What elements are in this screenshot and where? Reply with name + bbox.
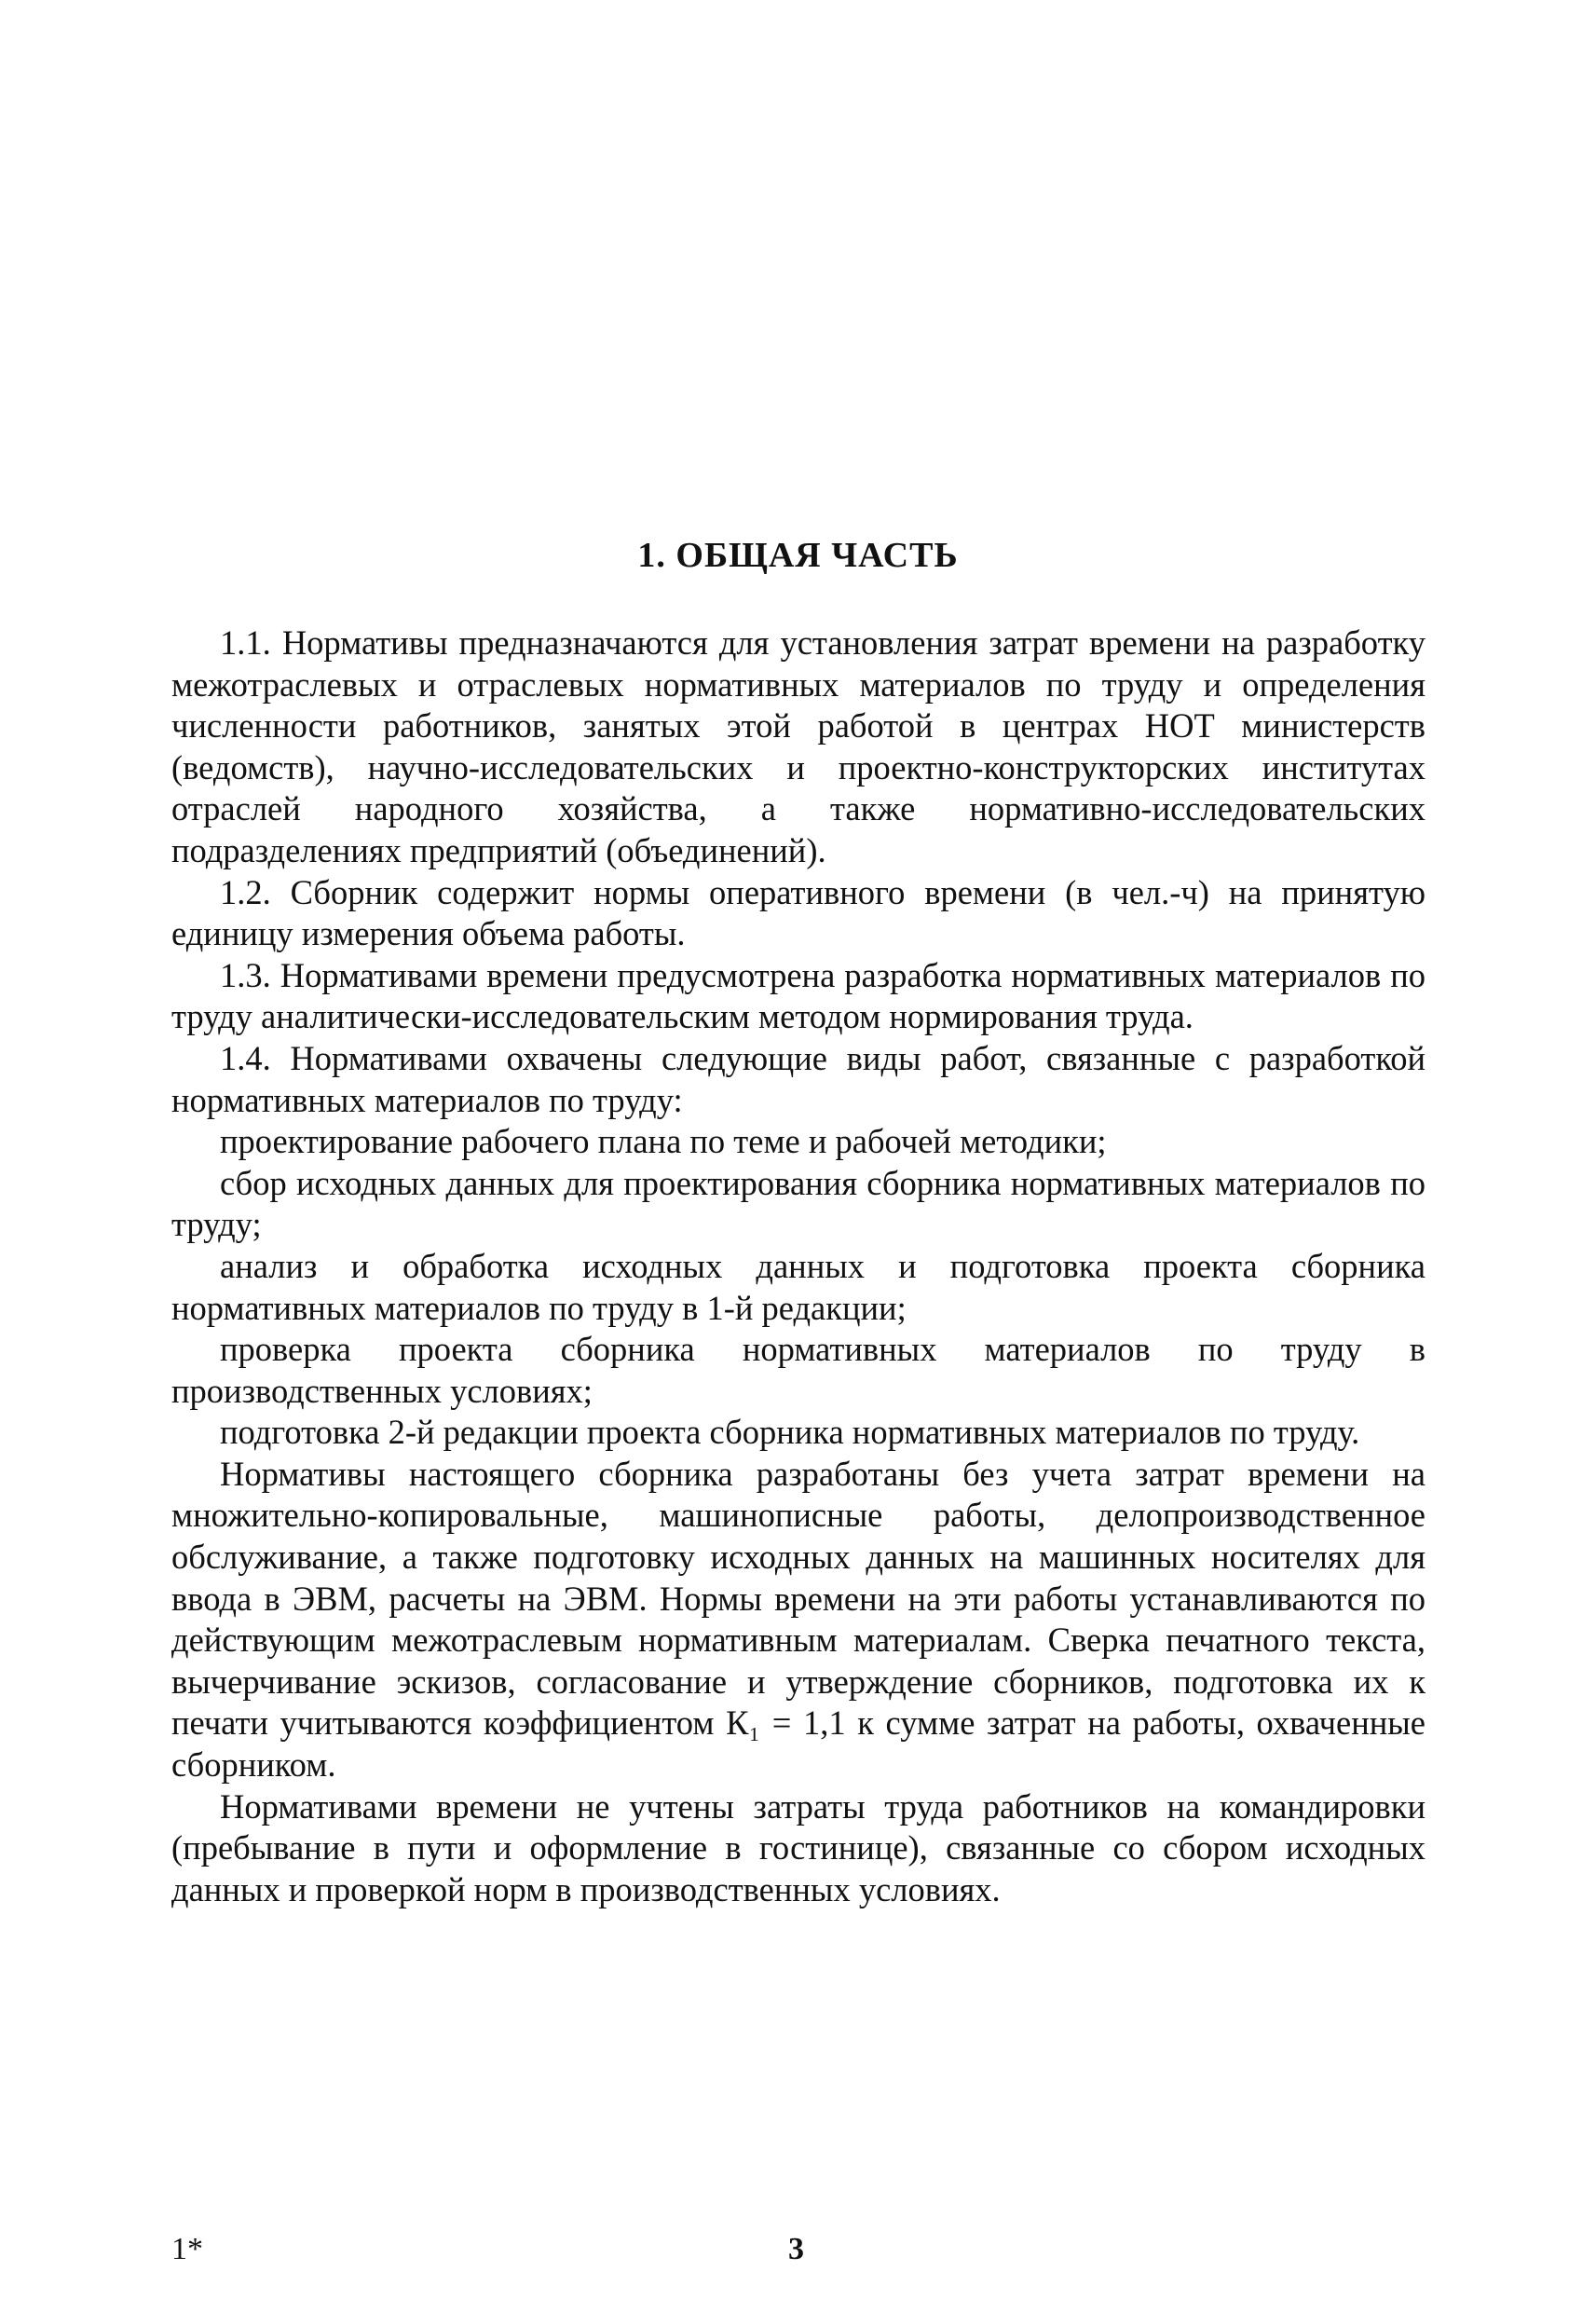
- paragraph-1-4: 1.4. Нормативами охвачены следующие виды работ, связанные с разработкой нормативных материалов по труду:: [171, 1038, 1425, 1119]
- page-number: 3: [788, 2232, 804, 2266]
- list-item-work-type: анализ и обработка исходных данных и подготовка проекта сборника нормативных материалов по труду в 1-й редакции;: [171, 1246, 1425, 1327]
- list-item-work-type: проектирование рабочего плана по теме и рабочей методики;: [220, 1122, 1107, 1161]
- paragraph-exclusions: Нормативы настоящего сборника разработаны без учета затрат времени на множительно-копировальные, машинописные работы, делопроизводственное обслуживание, а также подготовку исходных данных на машинных носителях для ввода в ЭВМ, расчеты на ЭВМ. Нормы времени на эти работы устанавливаются по действующим межотраслевым нормативным материалам. Сверка печатного текста, вычерчивание эскизов, согласование и утверждение сборников, подготовка их к печати учитываются коэффициентом К₁ = 1,1 к сумме затрат на работы, охваченные сборником.: [171, 1454, 1425, 1785]
- list-item-work-type: проверка проекта сборника нормативных материалов по труду в производственных условиях;: [171, 1330, 1425, 1410]
- section-title: 1. ОБЩАЯ ЧАСТЬ: [637, 536, 959, 575]
- paragraph-1-3: 1.3. Нормативами времени предусмотрена разработка нормативных материалов по труду аналитически-исследовательским методом нормирования труда.: [171, 955, 1425, 1036]
- paragraph-1-2: 1.2. Сборник содержит нормы оперативного времени (в чел.-ч) на принятую единицу измерения объема работы.: [171, 872, 1425, 953]
- paragraph-travel: Нормативами времени не учтены затраты труда работников на командировки (пребывание в пути и оформление в гостинице), связанные со сбором исходных данных и проверкой норм в производственных условиях.: [171, 1786, 1425, 1908]
- list-item-work-type: подготовка 2-й редакции проекта сборника нормативных материалов по труду.: [220, 1413, 1360, 1452]
- paragraph-1-1: 1.1. Нормативы предназначаются для установления затрат времени на разработку межотраслевых и отраслевых нормативных материалов по труду и определения численности работников, занятых этой работой в центрах НОТ министерств (ведомств), научно-исследовательских и проектно-конструкторских институтах отраслей народного хозяйства, а также нормативно-исследовательских подразделениях предприятий (объединений).: [171, 623, 1425, 869]
- body-text: [171, 622, 1425, 1910]
- footer-signature-mark: 1*: [171, 2232, 203, 2266]
- list-item-work-type: сбор исходных данных для проектирования сборника нормативных материалов по труду;: [171, 1163, 1425, 1244]
